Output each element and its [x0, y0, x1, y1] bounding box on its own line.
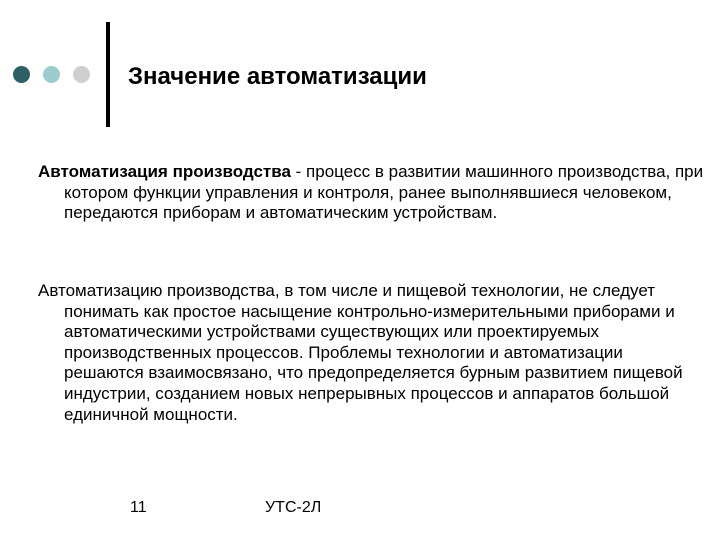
slide-title: Значение автоматизации	[128, 63, 427, 90]
definition-term: Автоматизация производства	[38, 162, 291, 181]
footer-label: УТС-2Л	[265, 499, 322, 516]
decorative-dot-teal	[43, 66, 60, 83]
definition-paragraph	[38, 162, 704, 224]
definition-text: - процесс в развитии машинного производства, при котором функции управления и контроля, ранее выполнявшиеся человеком, передаются приборам и автоматическим устройствам.	[64, 162, 704, 223]
slide-number: 11	[130, 499, 147, 516]
decorative-dot-gray	[73, 66, 90, 83]
body-paragraph: Автоматизацию производства, в том числе и пищевой технологии, не следует понимать как простое насыщение контрольно-измерительными приборами и автоматическими устройствами существующих или проектируемых производственных процессов. Проблемы технологии и автоматизации решаются взаимосвязано, что предопределяется бурным развитием пищевой индустрии, созданием новых непрерывных процессов и аппаратов большой единичной мощности.	[38, 281, 683, 424]
title-divider-line	[106, 22, 110, 127]
decorative-dot-dark	[13, 66, 30, 83]
